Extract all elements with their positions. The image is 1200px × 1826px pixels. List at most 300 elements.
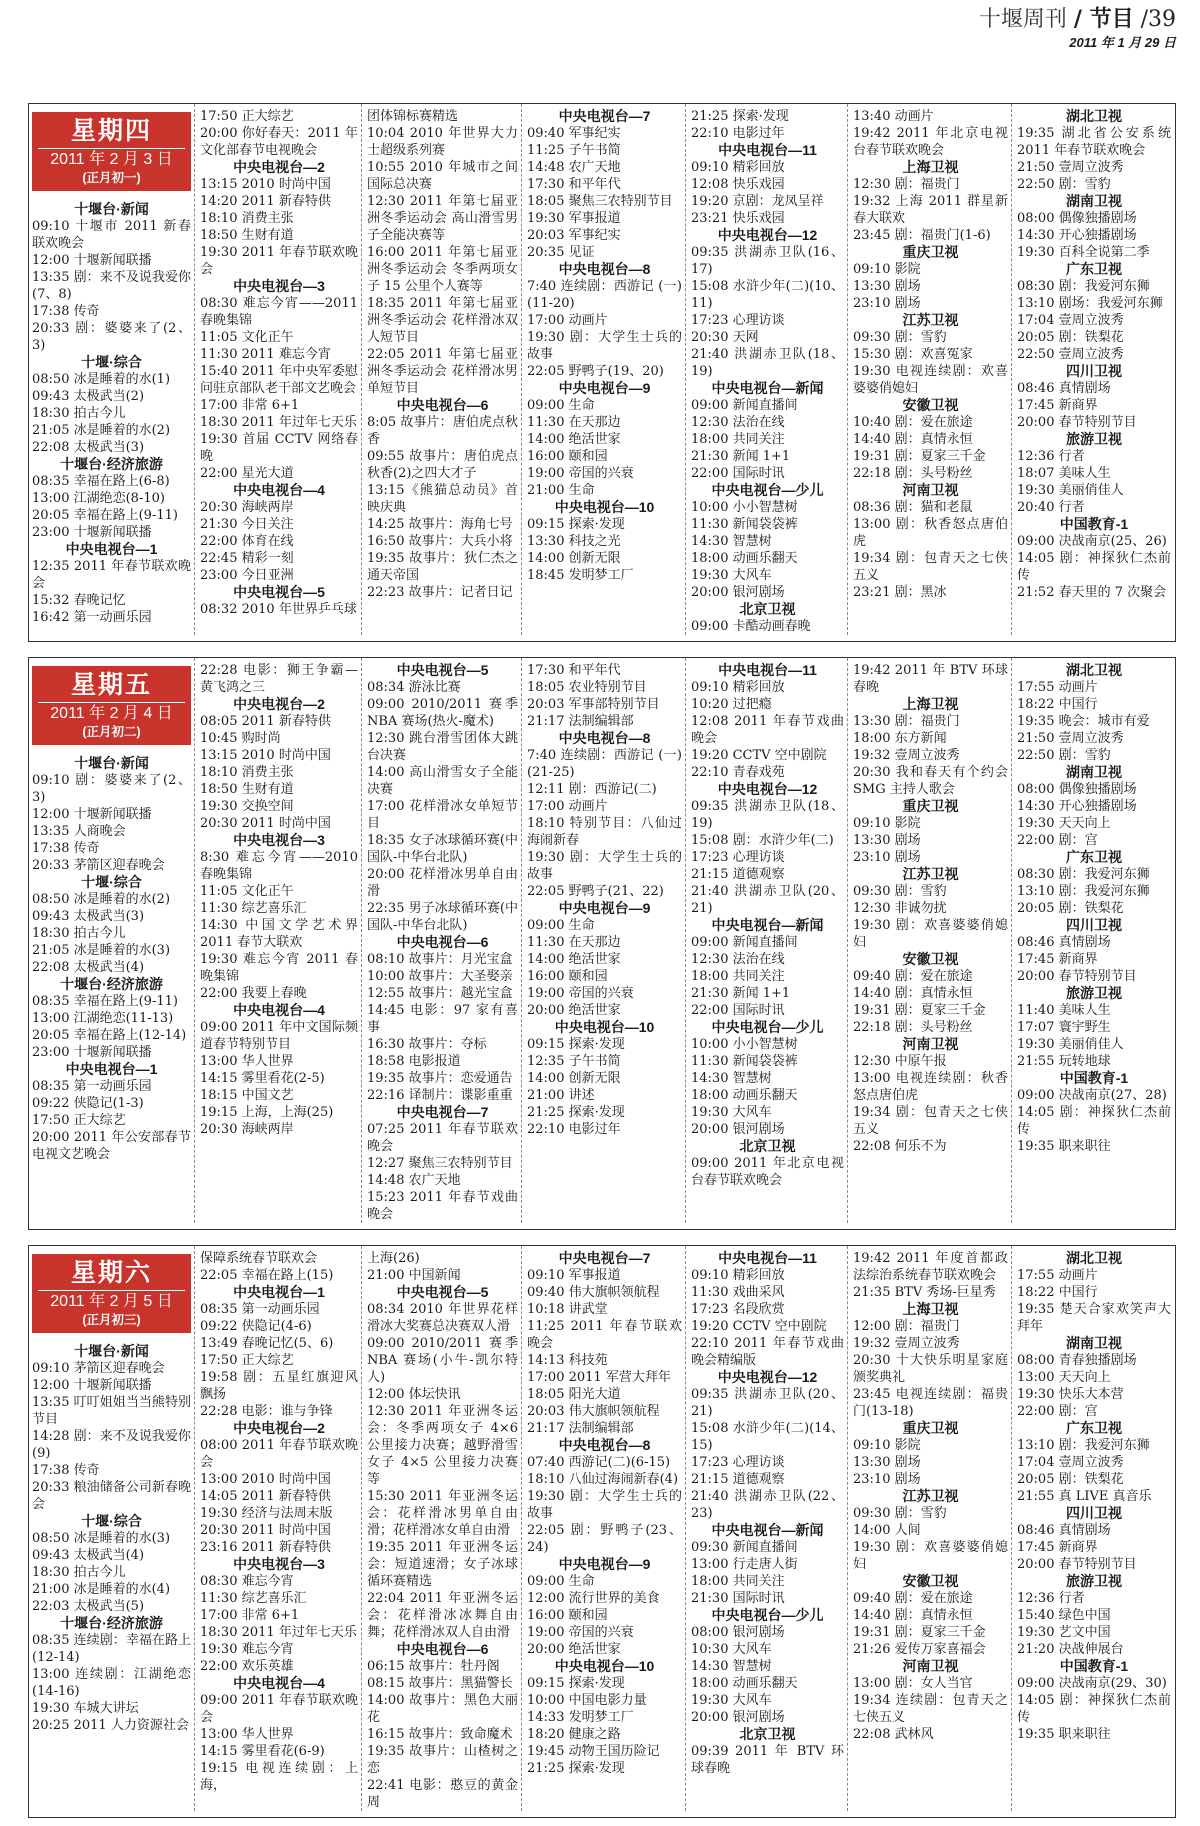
program-listing: 14:30 开心独播剧场: [1017, 799, 1137, 814]
channel-heading: 中央电视台—11: [718, 662, 817, 678]
channel-heading: 河南卫视: [902, 482, 959, 498]
program-listing: 19:30 剧：欢喜婆婆俏媳妇: [853, 918, 1008, 950]
program-listing: 19:35 职来职往: [1017, 1139, 1111, 1154]
program-listing: 21:17 法制编辑部: [527, 714, 634, 729]
channel-heading: 中央电视台—少儿: [711, 1019, 824, 1035]
program-listing: 21:40 洪湖赤卫队(22、23): [691, 1489, 844, 1521]
program-listing: 09:00 生命: [527, 918, 595, 933]
program-listing: 09:00 卡酷动画春晚: [691, 619, 811, 634]
schedule-column: [521, 1246, 685, 1811]
program-listing: 09:00 2010/2011 赛季 NBA 赛场(小牛-凯尔特人): [367, 1336, 518, 1385]
program-listing: 14:00 绝活世家: [527, 952, 621, 967]
program-listing: 08:00 银河剧场: [691, 1625, 785, 1640]
channel-heading: 十堰·综合: [81, 1513, 142, 1529]
program-listing: 11:30 2011 难忘今宵: [200, 347, 331, 362]
program-listing: 19:30 剧：大学生士兵的故事: [527, 850, 682, 882]
channel-block: [200, 1420, 358, 1556]
channel-heading: 十堰·综合: [81, 354, 142, 370]
channel-heading: 重庆卫视: [902, 1420, 959, 1436]
program-listing: 12:36 行者: [1017, 1591, 1085, 1606]
channel-block: [367, 1284, 518, 1641]
program-listing: 09:30 新闻直播间: [691, 1540, 798, 1555]
program-listing: 22:08 太极武当(3): [32, 440, 145, 455]
program-listing: 10:00 故事片：大圣娶亲: [367, 969, 513, 984]
channel-block: [691, 142, 844, 227]
channel-block: [1017, 662, 1171, 764]
channel-block: [853, 866, 1008, 951]
channel-block: [691, 108, 844, 142]
program-listing: 13:00 华人世界: [200, 1054, 294, 1069]
program-listing: 13:10 剧：我爱河东狮: [1017, 1438, 1150, 1453]
channel-block: [691, 1019, 844, 1138]
program-listing: 18:50 生财有道: [200, 782, 294, 797]
program-listing: 12:35 2011 年春节联欢晚会: [32, 559, 191, 591]
program-listing: 17:50 正大综艺: [200, 109, 294, 124]
program-listing: 08:36 剧：猫和老鼠: [853, 500, 973, 515]
program-listing: 08:30 难忘今宵——2011 春晚集锦: [200, 296, 358, 328]
program-listing: 18:45 发明梦工厂: [527, 568, 634, 583]
channel-block: [200, 278, 358, 482]
channel-heading: 中央电视台—5: [233, 584, 325, 600]
program-listing: 20:05 剧：铁梨花: [1017, 1472, 1124, 1487]
channel-heading: 安徽卫视: [902, 397, 959, 413]
program-listing: 17:00 非常 6+1: [200, 1608, 300, 1623]
program-listing: 08:00 偶像独播剧场: [1017, 211, 1137, 226]
day-header-banner: [32, 112, 191, 191]
program-listing: 14:30 智慧树: [691, 1659, 772, 1674]
channel-heading: 江苏卫视: [902, 866, 959, 882]
program-listing: 13:00 剧：女人当官: [853, 1676, 973, 1691]
channel-heading: 中央电视台—5: [396, 662, 489, 678]
channel-block: [367, 662, 518, 934]
program-listing: 19:30 2011 年春节联欢晚会: [200, 245, 358, 277]
channel-heading: 广东卫视: [1066, 849, 1122, 865]
program-listing: 20:05 剧：铁梨花: [1017, 901, 1124, 916]
date-label: 2011 年 2 月 5 日: [50, 1293, 173, 1310]
program-listing: 22:03 太极武当(5): [32, 1599, 145, 1614]
program-listing: 08:30 剧：我爱河东狮: [1017, 279, 1150, 294]
channel-block: [691, 380, 844, 482]
channel-block: [1017, 1505, 1171, 1573]
channel-block: [853, 696, 1008, 798]
program-listing: 18:00 共同关注: [691, 969, 785, 984]
channel-heading: 湖南卫视: [1066, 764, 1122, 780]
program-listing: 20:30 我和春天有个约会 SMG 主持人歌会: [853, 765, 1008, 797]
program-listing: 08:00 偶像独播剧场: [1017, 782, 1137, 797]
program-listing: 18:58 电影报道: [367, 1054, 461, 1069]
program-listing: 13:30 剧：福贵门: [853, 714, 960, 729]
channel-block: [853, 1658, 1008, 1743]
program-listing: 18:00 动画乐翻天: [691, 1676, 798, 1691]
program-listing: 22:00 体育在线: [200, 534, 294, 549]
program-listing: 18:00 东方新闻: [853, 731, 947, 746]
channel-heading: 中央电视台—1: [65, 1061, 158, 1077]
channel-heading: 江苏卫视: [902, 1488, 959, 1504]
program-listing: 19:30 大风车: [691, 568, 772, 583]
program-listing: 13:30 剧场: [853, 279, 921, 294]
channel-block: [367, 934, 518, 1104]
channel-block: [1017, 1335, 1171, 1420]
program-listing: 22:00 欢乐英雄: [200, 1659, 294, 1674]
channel-block: [853, 159, 1008, 244]
channel-block: [1017, 917, 1171, 985]
section-name: / 节目: [1073, 6, 1134, 32]
program-listing: 21:00 讲述: [527, 1088, 595, 1103]
program-listing: 11:30 戏曲采风: [691, 1285, 785, 1300]
program-listing: 14:45 电影：97 家有喜事: [367, 1003, 518, 1035]
program-listing: 08:46 真情剧场: [1017, 381, 1111, 396]
program-listing: 13:30 科技之光: [527, 534, 621, 549]
program-listing: 10:30 大风车: [691, 1642, 772, 1657]
schedule-column: [194, 104, 361, 635]
channel-block: [853, 1036, 1008, 1155]
program-listing: 11:30 新闻袋袋裤: [691, 517, 798, 532]
channel-block: [32, 541, 191, 626]
publication-name: 十堰周刊: [978, 7, 1067, 32]
program-listing: 09:55 故事片：唐伯虎点秋香(2)之四大才子: [367, 449, 518, 481]
schedule-column: [1011, 104, 1174, 635]
program-listing: 09:00 2011 年北京电视台春节联欢晚会: [691, 1156, 844, 1188]
program-listing: 16:50 故事片：大兵小将: [367, 534, 513, 549]
schedule-column: [847, 1246, 1011, 1811]
channel-heading: 重庆卫视: [902, 244, 959, 260]
channel-heading: 重庆卫视: [902, 798, 959, 814]
program-listing: 18:20 健康之路: [527, 1727, 621, 1742]
channel-block: [1017, 516, 1171, 601]
program-listing: 18:50 生财有道: [200, 228, 294, 243]
channel-heading: 十堰台·新闻: [74, 1343, 149, 1359]
program-listing: 08:35 第一动画乐园: [32, 1079, 152, 1094]
program-listing: 09:30 剧：雪豹: [853, 884, 947, 899]
channel-heading: 湖北卫视: [1066, 1250, 1122, 1266]
channel-heading: 中央电视台—8: [558, 261, 651, 277]
program-listing: 20:00 花样滑冰男单自由滑: [367, 867, 518, 899]
program-listing: 17:50 正大综艺: [32, 1113, 126, 1128]
program-listing: 08:30 剧：我爱河东狮: [1017, 867, 1150, 882]
channel-block: [853, 951, 1008, 1036]
program-listing: 20:30 2011 时尚中国: [200, 1523, 331, 1538]
program-listing: 13:00 江湖绝恋(11-13): [32, 1011, 174, 1026]
channel-heading: 十堰台·经济旅游: [60, 1615, 163, 1631]
channel-heading: 中国教育-1: [1059, 1658, 1129, 1674]
program-listing: 13:00 2010 时尚中国: [200, 1472, 331, 1487]
schedule-column: [1011, 1246, 1174, 1811]
program-listing: 21:25 探索·发现: [527, 1761, 625, 1776]
program-listing: 12:00 十堰新闻联播: [32, 807, 152, 822]
channel-block: [200, 1556, 358, 1675]
program-listing: 09:10 影院: [853, 262, 921, 277]
schedule-column: [194, 1246, 361, 1811]
channel-heading: 中央电视台—9: [558, 1556, 651, 1572]
channel-block: [32, 1615, 191, 1734]
program-listing: 21:05 冰是睡着的水(3): [32, 943, 171, 958]
program-listing: 16:00 2011 年第七届亚洲冬季运动会 冬季两项女子 15 公里个人赛等: [367, 245, 518, 294]
program-listing: 18:35 女子冰球循环赛(中国队-中华台北队): [367, 833, 518, 865]
program-listing: 12:36 行者: [1017, 449, 1085, 464]
channel-block: [1017, 108, 1171, 193]
program-listing: 21:40 洪湖赤卫队(18、19): [691, 347, 844, 379]
program-listing: 22:05 剧：野鸭子(23、24): [527, 1523, 682, 1555]
program-listing: 11:30 在天那边: [527, 935, 621, 950]
program-listing: 19:00 帝国的兴衰: [527, 986, 634, 1001]
channel-heading: 中国教育-1: [1059, 1070, 1129, 1086]
program-listing: 13:35 叮叮姐姐当当熊特别节目: [32, 1395, 191, 1427]
channel-heading: 中央电视台—8: [558, 730, 651, 746]
channel-heading: 十堰台·新闻: [74, 755, 149, 771]
channel-block: [200, 832, 358, 1002]
program-listing: 21:25 探索·发现: [527, 1105, 625, 1120]
channel-heading: 上海卫视: [902, 696, 959, 712]
program-listing: 09:40 剧：爱在旅途: [853, 1591, 973, 1606]
channel-block: [691, 1250, 844, 1369]
program-listing: 11:30 新闻袋袋裤: [691, 1054, 798, 1069]
channel-block: [853, 108, 1008, 159]
program-listing: 19:30 军事报道: [527, 211, 621, 226]
program-listing: 14:00 创新无限: [527, 1071, 621, 1086]
program-listing: 22:08 何乐不为: [853, 1139, 947, 1154]
program-listing: 15:32 春晚记忆: [32, 593, 126, 608]
program-listing: 12:30 剧：福贵门: [853, 177, 960, 192]
channel-block: [691, 1522, 844, 1607]
program-listing: 16:00 颐和园: [527, 449, 608, 464]
day-header-banner: [32, 1254, 191, 1333]
channel-block: [691, 1726, 844, 1777]
program-listing: 09:10 十堰市 2011 新春联欢晚会: [32, 219, 191, 251]
program-listing: 19:35 职来职往: [1017, 1727, 1111, 1742]
program-listing: 14:40 剧：真情永恒: [853, 986, 973, 1001]
program-listing: 17:30 和平年代: [527, 663, 621, 678]
channel-block: [1017, 849, 1171, 917]
channel-heading: 四川卫视: [1066, 917, 1122, 933]
program-listing: 12:00 十堰新闻联播: [32, 253, 152, 268]
page-number: /39: [1140, 7, 1176, 32]
channel-block: [853, 244, 1008, 312]
program-listing: 16:15 故事片：致命魔术: [367, 1727, 513, 1742]
program-listing: 18:22 中国行: [1017, 1285, 1098, 1300]
program-listing: 12:35 子午书简: [527, 1054, 621, 1069]
schedule-column: [685, 658, 847, 1223]
channel-heading: 中央电视台—10: [554, 499, 655, 515]
program-listing: 22:18 剧：头号粉丝: [853, 466, 973, 481]
channel-heading: 中央电视台—12: [717, 781, 818, 797]
program-listing: 09:00 决战南京(29、30): [1017, 1676, 1167, 1691]
program-listing: 19:35 故事片：恋爱通告: [367, 1071, 513, 1086]
program-listing: 19:30 美丽俏佳人: [1017, 1037, 1124, 1052]
program-listing: 21:00 生命: [527, 483, 595, 498]
channel-block: [853, 312, 1008, 397]
program-listing: 18:30 拍古今儿: [32, 1565, 126, 1580]
channel-heading: 安徽卫视: [902, 1573, 959, 1589]
program-listing: 12:00 体坛快讯: [367, 1387, 461, 1402]
program-listing: 17:45 新商界: [1017, 1540, 1098, 1555]
program-listing: 12:27 聚焦三农特别节目: [367, 1156, 513, 1171]
program-listing: 12:00 十堰新闻联播: [32, 1378, 152, 1393]
program-listing: 09:10 精彩回放: [691, 1268, 785, 1283]
channel-block: [200, 159, 358, 278]
channel-block: [200, 584, 358, 618]
schedule-column: [361, 104, 521, 635]
masthead: [979, 4, 1176, 51]
program-listing: 19:20 京剧：龙凤呈祥: [691, 194, 824, 209]
channel-heading: 上海卫视: [902, 159, 959, 175]
program-listing: 19:30 美丽俏佳人: [1017, 483, 1124, 498]
channel-block: [1017, 764, 1171, 849]
channel-heading: 安徽卫视: [902, 951, 959, 967]
channel-block: [527, 1658, 682, 1777]
program-listing: 14:48 农广天地: [527, 160, 621, 175]
channel-block: [853, 1250, 1008, 1301]
program-listing: 23:00 十堰新闻联播: [32, 525, 152, 540]
program-listing: 22:08 太极武当(4): [32, 960, 145, 975]
program-listing: 08:30 难忘今宵: [200, 1574, 294, 1589]
program-listing: 20:05 幸福在路上(12-14): [32, 1028, 187, 1043]
issue-date: 2011 年 1 月 29 日: [1069, 35, 1176, 50]
program-listing: 19:35 故事片：山楂树之恋: [367, 1744, 518, 1776]
program-listing: 18:30 2011 年过年七天乐: [200, 1625, 357, 1640]
program-listing: 18:35 2011 年第七届亚洲冬季运动会 花样滑冰双人短节目: [367, 296, 518, 345]
channel-heading: 北京卫视: [739, 601, 796, 617]
program-listing: 14:30 智慧树: [691, 1071, 772, 1086]
day-header-banner: [32, 666, 191, 745]
program-listing: 19:30 剧：大学生士兵的故事: [527, 330, 682, 362]
program-listing: 22:41 电影：憨豆的黄金周: [367, 1778, 518, 1810]
program-listing: 14:28 剧：来不及说我爱你(9): [32, 1429, 191, 1461]
program-listing: 11:05 文化正午: [200, 884, 294, 899]
program-listing: 13:10 剧：我爱河东狮: [1017, 884, 1150, 899]
program-listing: 14:00 高山滑雪女子全能决赛: [367, 765, 518, 797]
channel-block: [200, 1002, 358, 1138]
program-listing: 23:10 剧场: [853, 1472, 921, 1487]
program-listing: 22:05 野鸭子(19、20): [527, 364, 664, 379]
program-listing: 09:00 2011 年中文国际频道春节特别节目: [200, 1020, 358, 1052]
program-listing: 17:23 心理访谈: [691, 1455, 785, 1470]
channel-block: [853, 482, 1008, 601]
program-listing: 18:10 八仙过海闹新春(4): [527, 1472, 679, 1487]
channel-heading: 中央电视台—4: [233, 482, 325, 498]
program-listing: 19:30 快乐大本营: [1017, 1387, 1124, 1402]
program-listing: 09:00 新闻直播间: [691, 398, 798, 413]
date-label: 2011 年 2 月 4 日: [50, 705, 173, 722]
program-listing: 20:00 绝活世家: [527, 1642, 621, 1657]
channel-heading: 四川卫视: [1066, 363, 1122, 379]
program-listing: 08:35 幸福在路上(9-11): [32, 994, 178, 1009]
channel-block: [200, 482, 358, 584]
program-listing: 18:00 共同关注: [691, 1574, 785, 1589]
schedule-column: [1011, 658, 1174, 1223]
program-listing: 09:35 洪湖赤卫队(18、19): [691, 799, 844, 831]
channel-heading: 中央电视台—12: [717, 227, 818, 243]
program-listing: 21:35 BTV 秀场-巨星秀: [853, 1285, 996, 1300]
program-listing: 19:00 帝国的兴衰: [527, 466, 634, 481]
schedule-column: [194, 658, 361, 1223]
weekday-label: 星期六: [70, 1259, 152, 1287]
channel-heading: 中央电视台—12: [717, 1369, 818, 1385]
channel-block: [200, 1250, 358, 1284]
program-listing: 18:00 共同关注: [691, 432, 785, 447]
channel-block: [32, 1513, 191, 1615]
banner-divider: [38, 702, 185, 703]
program-listing: 20:03 军事部特别节目: [527, 697, 660, 712]
channel-block: [200, 1675, 358, 1794]
program-listing: 19:42 2011 年 BTV 环球春晚: [853, 663, 1008, 695]
program-listing: 13:15《熊猫总动员》首映庆典: [367, 483, 518, 515]
channel-block: [527, 1019, 682, 1138]
program-listing: 18:30 拍古今儿: [32, 406, 126, 421]
program-listing: 09:10 影院: [853, 816, 921, 831]
program-listing: 22:08 武林风: [853, 1727, 934, 1742]
channel-block: [527, 1556, 682, 1658]
program-listing: 18:00 动画乐翻天: [691, 551, 798, 566]
channel-heading: 旅游卫视: [1066, 431, 1122, 447]
channel-block: [367, 397, 518, 601]
channel-block: [853, 397, 1008, 482]
program-listing: 23:45 电视连续剧：福贵门(13-18): [853, 1387, 1008, 1419]
channel-heading: 中央电视台—3: [233, 278, 325, 294]
program-listing: 19:42 2011 年北京电视台春节联欢晚会: [853, 126, 1008, 158]
program-listing: 18:05 聚焦三农特别节目: [527, 194, 673, 209]
program-listing: 19:58 剧：五星红旗迎风飘扬: [200, 1370, 358, 1402]
channel-block: [691, 1607, 844, 1726]
program-listing: 14:00 人间: [853, 1523, 921, 1538]
program-listing: 22:28 电影：狮王争霸—黄飞鸿之三: [200, 663, 358, 695]
channel-heading: 四川卫视: [1066, 1505, 1122, 1521]
program-listing: 20:30 海峡两岸: [200, 500, 294, 515]
program-listing: 14:33 发明梦工厂: [527, 1710, 634, 1725]
channel-block: [367, 1250, 518, 1284]
program-listing: 14:05 剧：神探狄仁杰前传: [1017, 551, 1171, 583]
program-listing: 7:40 连续剧：西游记 (一)(11-20): [527, 279, 682, 311]
program-listing: 21:15 道德观察: [691, 867, 785, 882]
channel-heading: 中央电视台—10: [554, 1658, 655, 1674]
program-listing: 09:22 侠隐记(4-6): [200, 1319, 312, 1334]
program-listing: 18:30 拍古今儿: [32, 926, 126, 941]
program-listing: 20:40 行者: [1017, 500, 1085, 515]
program-listing: 15:08 剧：水浒少年(二): [691, 833, 834, 848]
program-listing: 17:50 正大综艺: [200, 1353, 294, 1368]
program-listing: 12:30 2011 年亚洲冬运会：冬季两项女子 4×6 公里接力决赛；越野滑雪女子 4×5 公里接力决赛等: [367, 1404, 518, 1487]
lunar-date-label: (正月初三): [82, 1313, 141, 1327]
program-listing: 22:00 剧：宫: [1017, 1404, 1098, 1419]
program-listing: 21:40 洪湖赤卫队(20、21): [691, 884, 844, 916]
program-listing: 20:00 绝活世家: [527, 1003, 621, 1018]
program-listing: 13:15 2010 时尚中国: [200, 748, 331, 763]
lunar-date-label: (正月初一): [82, 171, 141, 185]
channel-heading: 中央电视台—6: [396, 934, 489, 950]
program-listing: 11:40 美味人生: [1017, 1003, 1111, 1018]
program-listing: 17:38 传奇: [32, 304, 100, 319]
weekday-label: 星期四: [70, 117, 152, 145]
program-listing: 22:10 2011 年春节戏曲晚会精编版: [691, 1336, 844, 1368]
program-listing: 14:25 故事片：海角七号: [367, 517, 513, 532]
program-listing: 20:25 2011 人力资源社会: [32, 1718, 189, 1733]
channel-block: [1017, 193, 1171, 261]
program-listing: 09:43 太极武当(2): [32, 389, 145, 404]
channel-block: [527, 380, 682, 499]
program-listing: 17:38 传奇: [32, 1463, 100, 1478]
program-listing: 18:00 动画乐翻天: [691, 1088, 798, 1103]
channel-heading: 江苏卫视: [902, 312, 959, 328]
program-listing: 12:00 剧：福贵门: [853, 1319, 960, 1334]
channel-heading: 河南卫视: [902, 1658, 959, 1674]
program-listing: 08:34 2010 年世界花样滑冰大奖赛总决赛双人滑: [367, 1302, 518, 1334]
channel-heading: 河南卫视: [902, 1036, 959, 1052]
channel-heading: 中央电视台—1: [233, 1284, 325, 1300]
program-listing: 19:34 连续剧：包青天之七侠五义: [853, 1693, 1008, 1725]
channel-heading: 中央电视台—2: [233, 696, 325, 712]
program-listing: 08:05 2011 新春特供: [200, 714, 331, 729]
program-listing: 14:05 剧：神探狄仁杰前传: [1017, 1105, 1171, 1137]
channel-block: [691, 1369, 844, 1522]
